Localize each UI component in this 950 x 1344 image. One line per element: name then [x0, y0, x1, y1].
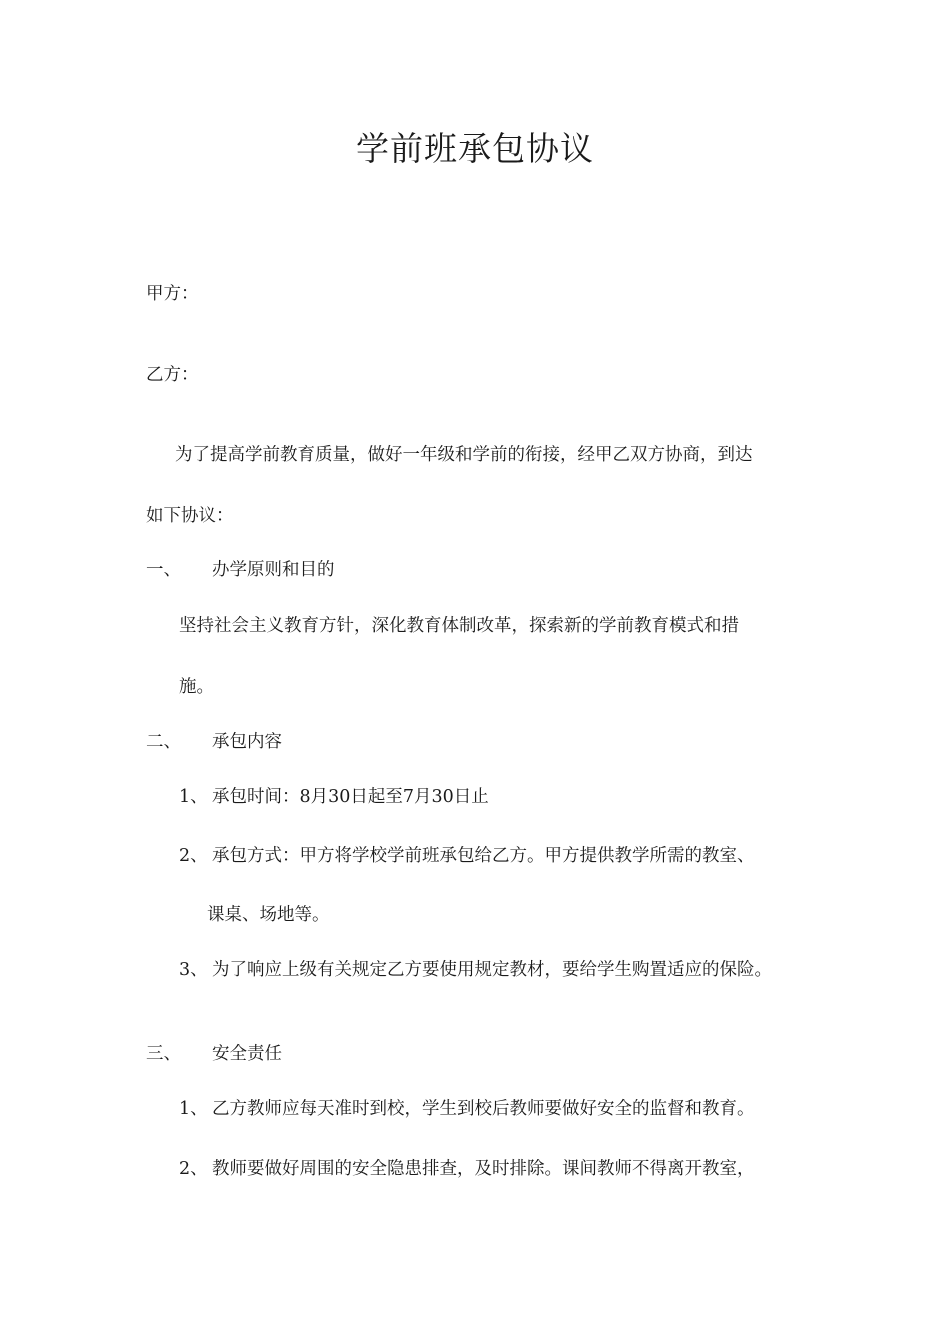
section-heading: 办学原则和目的 [212, 560, 335, 580]
list-item-number: 1、 [179, 787, 208, 807]
section-body-line1: 坚持社会主义教育方针，深化教育体制改革，探索新的学前教育模式和措 [179, 616, 739, 636]
section-heading: 安全责任 [212, 1044, 282, 1064]
party-b-label: 乙方： [146, 365, 199, 385]
list-item-number: 1、 [179, 1099, 208, 1119]
list-item-continuation: 课桌、场地等。 [207, 905, 330, 925]
section-heading: 承包内容 [212, 732, 282, 752]
section-number: 三、 [146, 1044, 181, 1064]
list-item-text: 承包时间：8月30日起至7月30日止 [212, 787, 489, 807]
document-title: 学前班承包协议 [356, 129, 594, 168]
section-number: 二、 [146, 732, 181, 752]
list-item-text: 为了响应上级有关规定乙方要使用规定教材，要给学生购置适应的保险。 [212, 960, 772, 980]
list-item-text: 乙方教师应每天准时到校，学生到校后教师要做好安全的监督和教育。 [212, 1099, 755, 1119]
section-body-line2: 施。 [179, 677, 214, 697]
section-number: 一、 [146, 560, 181, 580]
list-item-text: 教师要做好周围的安全隐患排查，及时排除。课间教师不得离开教室， [212, 1159, 755, 1179]
list-item-number: 2、 [179, 846, 208, 866]
list-item-number: 2、 [179, 1159, 208, 1179]
intro-paragraph-line1: 为了提高学前教育质量，做好一年级和学前的衔接，经甲乙双方协商，到达 [175, 445, 753, 465]
party-a-label: 甲方： [146, 284, 199, 304]
list-item-number: 3、 [179, 960, 208, 980]
intro-paragraph-line2: 如下协议： [146, 506, 234, 526]
list-item-text: 承包方式：甲方将学校学前班承包给乙方。甲方提供教学所需的教室、 [212, 846, 755, 866]
